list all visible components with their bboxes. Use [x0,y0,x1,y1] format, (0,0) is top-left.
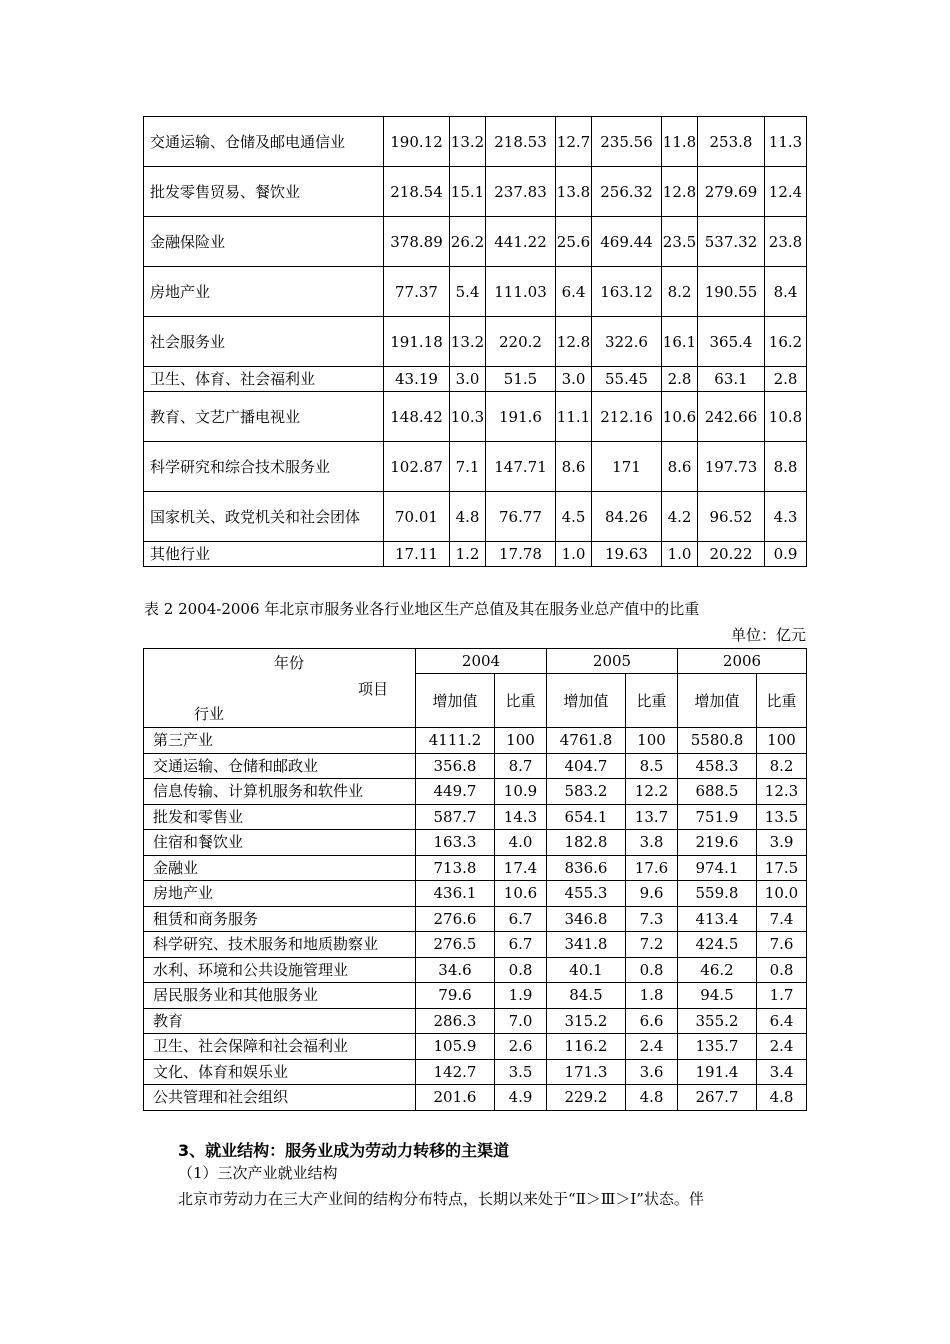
value-cell: 218.54 [384,167,450,217]
value-cell: 79.6 [416,983,495,1009]
share-cell: 3.5 [495,1059,547,1085]
share-cell: 4.8 [450,492,486,542]
row-label: 公共管理和社会组织 [144,1085,416,1111]
value-cell: 70.01 [384,492,450,542]
value-cell: 346.8 [547,906,626,932]
value-cell: 147.71 [486,442,556,492]
value-cell: 105.9 [416,1034,495,1060]
value-cell: 163.3 [416,830,495,856]
share-cell: 7.1 [450,442,486,492]
value-cell: 276.6 [416,906,495,932]
value-cell: 356.8 [416,753,495,779]
table-row [144,117,807,167]
value-cell: 688.5 [678,779,757,805]
value-cell: 286.3 [416,1008,495,1034]
value-cell: 142.7 [416,1059,495,1085]
value-cell: 111.03 [486,267,556,317]
body-paragraph: 北京市劳动力在三大产业间的结构分布特点，长期以来处于“Ⅱ＞Ⅲ＞Ⅰ”状态。伴 [178,1190,704,1208]
value-cell: 449.7 [416,779,495,805]
value-cell: 94.5 [678,983,757,1009]
share-cell: 11.8 [662,117,698,167]
value-cell: 378.89 [384,217,450,267]
row-label: 租赁和商务服务 [144,906,416,932]
value-cell: 235.56 [592,117,662,167]
row-label: 第三产业 [144,728,416,754]
value-cell: 441.22 [486,217,556,267]
value-cell: 559.8 [678,881,757,907]
value-cell: 974.1 [678,855,757,881]
share-cell: 10.3 [450,392,486,442]
value-cell: 76.77 [486,492,556,542]
share-cell: 2.4 [626,1034,678,1060]
year-header: 2005 [547,649,678,674]
value-cell: 55.45 [592,367,662,392]
share-cell: 13.2 [450,317,486,367]
value-cell: 4111.2 [416,728,495,754]
share-cell: 10.6 [495,881,547,907]
table-row [144,804,807,830]
share-cell: 0.8 [757,957,807,983]
share-cell: 3.4 [757,1059,807,1085]
share-cell: 10.6 [662,392,698,442]
share-cell: 12.8 [556,317,592,367]
table-row [144,392,807,442]
value-cell: 20.22 [698,542,765,567]
row-label: 科学研究、技术服务和地质勘察业 [144,932,416,958]
share-cell: 1.9 [495,983,547,1009]
share-cell: 1.2 [450,542,486,567]
value-cell: 201.6 [416,1085,495,1111]
value-cell: 220.2 [486,317,556,367]
value-cell: 163.12 [592,267,662,317]
row-label: 居民服务业和其他服务业 [144,983,416,1009]
value-cell: 218.53 [486,117,556,167]
share-cell: 8.6 [662,442,698,492]
row-label: 社会服务业 [144,317,384,367]
share-cell: 6.6 [626,1008,678,1034]
value-cell: 413.4 [678,906,757,932]
row-label: 金融保险业 [144,217,384,267]
share-cell: 13.8 [556,167,592,217]
table-row [144,1008,807,1034]
share-cell: 13.2 [450,117,486,167]
value-cell: 276.5 [416,932,495,958]
table-row [144,1059,807,1085]
row-label: 其他行业 [144,542,384,567]
share-cell: 2.8 [765,367,807,392]
value-cell: 267.7 [678,1085,757,1111]
share-cell: 6.7 [495,906,547,932]
value-cell: 212.16 [592,392,662,442]
share-cell: 8.4 [765,267,807,317]
subheader-value: 增加值 [416,674,495,728]
table2-header-years [144,649,807,674]
value-cell: 315.2 [547,1008,626,1034]
value-cell: 43.19 [384,367,450,392]
subheader-value: 增加值 [678,674,757,728]
share-cell: 1.7 [757,983,807,1009]
share-cell: 2.6 [495,1034,547,1060]
row-label: 交通运输、仓储和邮政业 [144,753,416,779]
value-cell: 469.44 [592,217,662,267]
value-cell: 424.5 [678,932,757,958]
value-cell: 4761.8 [547,728,626,754]
table-row [144,983,807,1009]
share-cell: 7.3 [626,906,678,932]
row-label: 教育、文艺广播电视业 [144,392,384,442]
share-cell: 25.6 [556,217,592,267]
row-label: 文化、体育和娱乐业 [144,1059,416,1085]
table-row [144,492,807,542]
share-cell: 0.9 [765,542,807,567]
table-row [144,957,807,983]
value-cell: 365.4 [698,317,765,367]
share-cell: 17.4 [495,855,547,881]
value-cell: 587.7 [416,804,495,830]
table-row [144,542,807,567]
share-cell: 14.3 [495,804,547,830]
row-label: 金融业 [144,855,416,881]
share-cell: 12.4 [765,167,807,217]
share-cell: 3.6 [626,1059,678,1085]
share-cell: 17.6 [626,855,678,881]
share-cell: 0.8 [495,957,547,983]
value-cell: 322.6 [592,317,662,367]
value-cell: 229.2 [547,1085,626,1111]
value-cell: 219.6 [678,830,757,856]
share-cell: 7.0 [495,1008,547,1034]
table-row [144,167,807,217]
table-row [144,367,807,392]
share-cell: 4.8 [626,1085,678,1111]
value-cell: 455.3 [547,881,626,907]
year-header: 2006 [678,649,807,674]
value-cell: 171 [592,442,662,492]
value-cell: 96.52 [698,492,765,542]
value-cell: 191.6 [486,392,556,442]
table-row [144,753,807,779]
share-cell: 4.0 [495,830,547,856]
corner-label-year: 年份 [274,654,305,672]
share-cell: 7.4 [757,906,807,932]
row-label: 卫生、体育、社会福利业 [144,367,384,392]
share-cell: 100 [757,728,807,754]
share-cell: 13.7 [626,804,678,830]
value-cell: 63.1 [698,367,765,392]
row-label: 教育 [144,1008,416,1034]
subheader-share: 比重 [757,674,807,728]
table-row [144,267,807,317]
table2-corner-cell [144,649,416,728]
share-cell: 23.5 [662,217,698,267]
row-label: 房地产业 [144,267,384,317]
share-cell: 23.8 [765,217,807,267]
table-row [144,1085,807,1111]
table-row [144,855,807,881]
table-row [144,442,807,492]
share-cell: 5.4 [450,267,486,317]
value-cell: 191.18 [384,317,450,367]
value-cell: 77.37 [384,267,450,317]
share-cell: 2.8 [662,367,698,392]
share-cell: 10.0 [757,881,807,907]
share-cell: 26.2 [450,217,486,267]
value-cell: 17.78 [486,542,556,567]
value-cell: 436.1 [416,881,495,907]
share-cell: 4.8 [757,1085,807,1111]
share-cell: 12.7 [556,117,592,167]
share-cell: 8.2 [662,267,698,317]
row-label: 水利、环境和公共设施管理业 [144,957,416,983]
table-row [144,728,807,754]
share-cell: 4.9 [495,1085,547,1111]
value-cell: 836.6 [547,855,626,881]
share-cell: 4.2 [662,492,698,542]
table-row [144,906,807,932]
value-cell: 171.3 [547,1059,626,1085]
value-cell: 355.2 [678,1008,757,1034]
table-row [144,881,807,907]
share-cell: 12.3 [757,779,807,805]
share-cell: 8.5 [626,753,678,779]
share-cell: 16.1 [662,317,698,367]
value-cell: 19.63 [592,542,662,567]
section-heading: 3、就业结构：服务业成为劳动力转移的主渠道 [178,1141,510,1160]
share-cell: 100 [626,728,678,754]
value-cell: 654.1 [547,804,626,830]
share-cell: 17.5 [757,855,807,881]
table2-unit: 单位：亿元 [730,626,806,644]
value-cell: 135.7 [678,1034,757,1060]
share-cell: 2.4 [757,1034,807,1060]
row-label: 信息传输、计算机服务和软件业 [144,779,416,805]
value-cell: 182.8 [547,830,626,856]
row-label: 国家机关、政党机关和社会团体 [144,492,384,542]
value-cell: 583.2 [547,779,626,805]
value-cell: 713.8 [416,855,495,881]
share-cell: 10.9 [495,779,547,805]
subheader-share: 比重 [495,674,547,728]
row-label: 交通运输、仓储及邮电通信业 [144,117,384,167]
share-cell: 15.1 [450,167,486,217]
share-cell: 16.2 [765,317,807,367]
table-row [144,779,807,805]
share-cell: 6.7 [495,932,547,958]
value-cell: 279.69 [698,167,765,217]
value-cell: 46.2 [678,957,757,983]
share-cell: 9.6 [626,881,678,907]
value-cell: 197.73 [698,442,765,492]
share-cell: 10.8 [765,392,807,442]
value-cell: 341.8 [547,932,626,958]
value-cell: 190.55 [698,267,765,317]
share-cell: 1.0 [662,542,698,567]
share-cell: 3.0 [556,367,592,392]
value-cell: 34.6 [416,957,495,983]
share-cell: 8.7 [495,753,547,779]
value-cell: 751.9 [678,804,757,830]
value-cell: 84.26 [592,492,662,542]
value-cell: 148.42 [384,392,450,442]
subheader-share: 比重 [626,674,678,728]
value-cell: 458.3 [678,753,757,779]
value-cell: 116.2 [547,1034,626,1060]
share-cell: 12.2 [626,779,678,805]
share-cell: 100 [495,728,547,754]
share-cell: 6.4 [757,1008,807,1034]
row-label: 卫生、社会保障和社会福利业 [144,1034,416,1060]
share-cell: 8.6 [556,442,592,492]
value-cell: 242.66 [698,392,765,442]
value-cell: 40.1 [547,957,626,983]
share-cell: 11.3 [765,117,807,167]
share-cell: 8.2 [757,753,807,779]
value-cell: 190.12 [384,117,450,167]
value-cell: 237.83 [486,167,556,217]
table-industry-output-legacy [143,116,807,567]
share-cell: 1.0 [556,542,592,567]
share-cell: 3.9 [757,830,807,856]
table-service-industry-gdp [143,648,807,1111]
table2-caption: 表 2 2004-2006 年北京市服务业各行业地区生产总值及其在服务业总产值中的比重 [144,600,700,618]
share-cell: 11.1 [556,392,592,442]
value-cell: 5580.8 [678,728,757,754]
share-cell: 3.8 [626,830,678,856]
table-row [144,932,807,958]
share-cell: 0.8 [626,957,678,983]
share-cell: 6.4 [556,267,592,317]
value-cell: 191.4 [678,1059,757,1085]
table-row [144,830,807,856]
table-row [144,1034,807,1060]
row-label: 批发和零售业 [144,804,416,830]
year-header: 2004 [416,649,547,674]
table-row [144,217,807,267]
share-cell: 12.8 [662,167,698,217]
table-row [144,317,807,367]
corner-label-industry: 行业 [194,705,225,723]
value-cell: 51.5 [486,367,556,392]
value-cell: 102.87 [384,442,450,492]
value-cell: 256.32 [592,167,662,217]
corner-label-item: 项目 [358,680,389,698]
row-label: 房地产业 [144,881,416,907]
share-cell: 1.8 [626,983,678,1009]
share-cell: 7.2 [626,932,678,958]
share-cell: 4.5 [556,492,592,542]
value-cell: 84.5 [547,983,626,1009]
share-cell: 13.5 [757,804,807,830]
row-label: 批发零售贸易、餐饮业 [144,167,384,217]
row-label: 住宿和餐饮业 [144,830,416,856]
value-cell: 17.11 [384,542,450,567]
share-cell: 3.0 [450,367,486,392]
row-label: 科学研究和综合技术服务业 [144,442,384,492]
share-cell: 4.3 [765,492,807,542]
subheader-value: 增加值 [547,674,626,728]
value-cell: 537.32 [698,217,765,267]
share-cell: 7.6 [757,932,807,958]
share-cell: 8.8 [765,442,807,492]
section-subheading: （1）三次产业就业结构 [178,1164,338,1182]
value-cell: 404.7 [547,753,626,779]
value-cell: 253.8 [698,117,765,167]
